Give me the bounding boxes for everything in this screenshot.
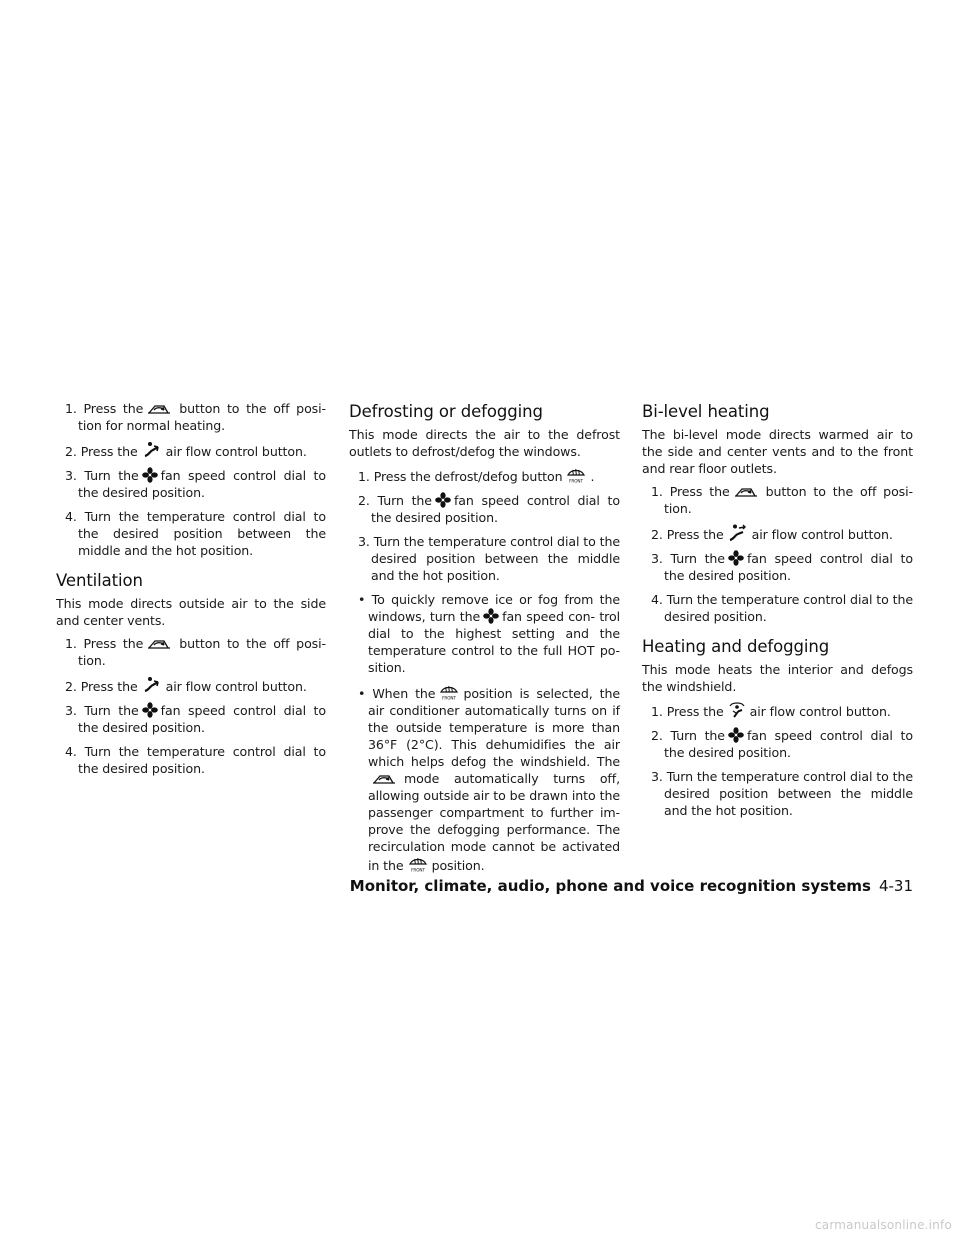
fan-icon xyxy=(142,467,158,483)
front-defrost-icon xyxy=(565,466,587,484)
fan-icon xyxy=(142,702,158,718)
column-1 xyxy=(56,400,326,784)
fan-icon xyxy=(728,550,744,566)
fan-icon xyxy=(483,608,499,624)
bullet-item: • To quickly remove ice or fog from the windows, turn the fan speed con- trol dial to the highest setting and the temperature control to the full HOT po- sition. xyxy=(358,592,620,675)
list-item: 4. Turn the temperature control dial to the desired position. xyxy=(651,592,913,624)
front-defrost-icon xyxy=(438,683,460,701)
list-item: 1. Press the button to the off posi- tion. xyxy=(65,636,326,668)
svg-text:FRONT: FRONT xyxy=(569,478,584,484)
list-item: 3. Turn the temperature control dial to the desired position between the middle and the hot position. xyxy=(651,769,913,818)
page-number: 4-31 xyxy=(878,877,913,895)
list-item: 1. Press the defrost/defog button FRONT . xyxy=(349,466,620,485)
section-intro: This mode heats the interior and defogs the windshield. xyxy=(642,662,913,694)
list-item: 1. Press the button to the off posi- tion for normal heating. xyxy=(65,401,326,433)
list-item: 1. Press the button to the off posi- tion. xyxy=(651,484,913,516)
list-item: 2. Press the air flow control button. xyxy=(56,676,326,695)
bullet-item: • When the FRONT position is selected, the air conditioner automatically turns on if the outside temperature is more than 36°F (2°C). This dehumidifies the air which helps defog the windshield. The mode automatically turns off, allowing outside air to be drawn into the passenger compartment to further im- prove the defogging performance. The recirculation mode cannot be activated in the FRONT position. xyxy=(349,683,620,874)
list-item: 3. Turn the fan speed control dial to the desired position. xyxy=(65,703,326,735)
section-intro: The bi-level mode directs warmed air to the side and center vents and to the front and rear floor outlets. xyxy=(642,427,913,476)
air-flow-icon xyxy=(141,676,163,694)
recirculation-icon xyxy=(146,636,176,651)
list-item: 2. Turn the fan speed control dial to the desired position. xyxy=(651,728,913,760)
section-intro: This mode directs the air to the defrost outlets to defrost/defog the windows. xyxy=(349,427,620,459)
air-flow-icon xyxy=(141,441,163,459)
list-item: 2. Press the air flow control button. xyxy=(642,524,913,543)
section-heading-bi-level: Bi-level heating xyxy=(642,402,770,421)
list-item: 3. Turn the fan speed control dial to the desired position. xyxy=(651,551,913,583)
fan-icon xyxy=(435,492,451,508)
column-3 xyxy=(642,400,913,826)
recirculation-icon xyxy=(146,401,176,416)
floor-defrost-icon xyxy=(727,701,747,719)
recirculation-icon xyxy=(733,484,763,499)
list-item: 4. Turn the temperature control dial to the desired position between the middle and the hot position. xyxy=(65,509,326,558)
list-item: 3. Turn the temperature control dial to the desired position between the middle and the hot position. xyxy=(358,534,620,583)
section-intro: This mode directs outside air to the side and center vents. xyxy=(56,596,326,628)
list-item: 4. Turn the temperature control dial to the desired position. xyxy=(65,744,326,776)
section-heading-defrosting: Defrosting or defogging xyxy=(349,402,543,421)
svg-text:FRONT: FRONT xyxy=(410,867,425,873)
section-heading-ventilation: Ventilation xyxy=(56,571,143,590)
list-item: 1. Press the air flow control button. xyxy=(642,701,913,720)
front-defrost-icon xyxy=(407,855,429,873)
fan-icon xyxy=(728,727,744,743)
section-heading-heating-defogging: Heating and defogging xyxy=(642,637,830,656)
recirculation-icon xyxy=(371,771,401,786)
list-item: 2. Turn the fan speed control dial to the desired position. xyxy=(358,493,620,525)
footer-section-title: Monitor, climate, audio, phone and voice recognition systems xyxy=(349,877,871,895)
bi-level-icon xyxy=(727,524,749,542)
svg-text:FRONT: FRONT xyxy=(442,695,457,701)
page-footer xyxy=(0,877,913,895)
list-item: 3. Turn the fan speed control dial to the desired position. xyxy=(65,468,326,500)
watermark: carmanualsonline.info xyxy=(815,1218,952,1232)
list-item: 2. Press the air flow control button. xyxy=(56,441,326,460)
column-2 xyxy=(349,400,620,881)
